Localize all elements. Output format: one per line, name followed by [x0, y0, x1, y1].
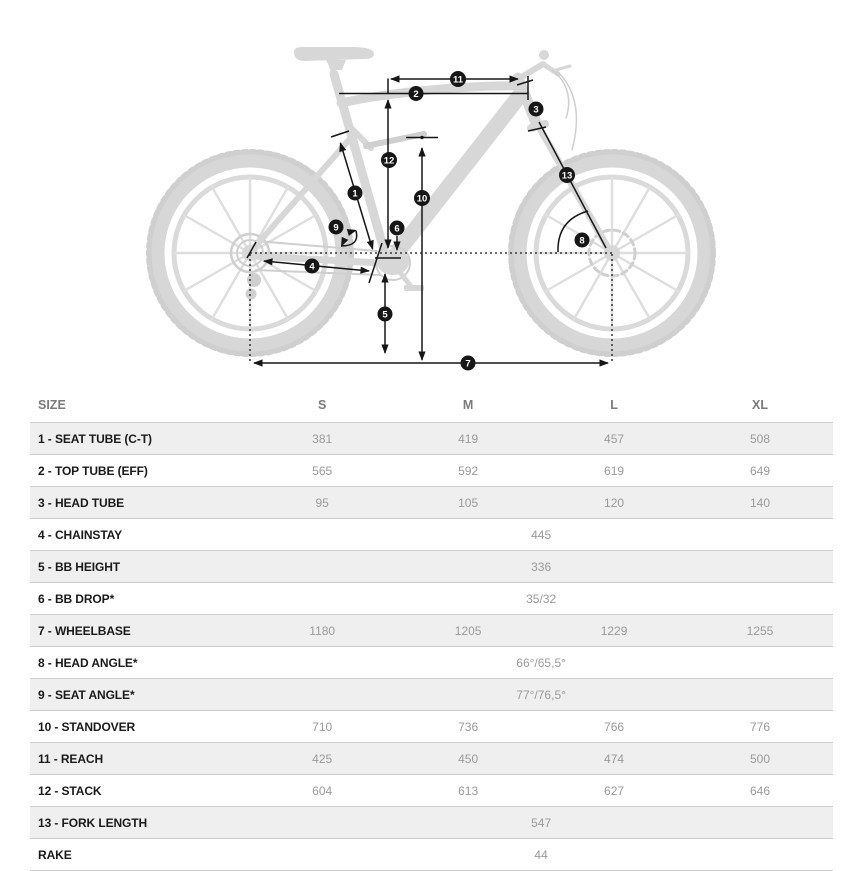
geometry-table: [30, 388, 833, 871]
marker-badge-8: [575, 233, 590, 248]
svg-text:7: 7: [465, 358, 471, 370]
table-row: [30, 743, 833, 775]
marker-badge-4: [305, 259, 320, 274]
row-value: 95: [315, 495, 329, 510]
marker-badge-11: [450, 71, 466, 87]
svg-text:10: 10: [416, 193, 428, 205]
marker-badge-2: [409, 86, 424, 101]
row-label: 6 - BB DROP*: [38, 591, 115, 606]
row-value: 474: [604, 751, 625, 766]
row-value: 1229: [600, 623, 628, 638]
table-row: [30, 807, 833, 839]
size-column-header-s: S: [318, 398, 327, 412]
row-value-merged: 547: [531, 815, 552, 830]
size-header: SIZE: [38, 398, 66, 412]
chain: [256, 241, 377, 251]
bike-geometry-diagram: [0, 0, 863, 388]
marker-badge-7: [461, 356, 476, 371]
table-row: [30, 583, 833, 615]
row-label: RAKE: [38, 847, 72, 862]
table-row: [30, 615, 833, 647]
rear-shock: [366, 134, 424, 146]
row-value: 736: [458, 719, 479, 734]
marker-badge-13: [559, 167, 575, 183]
marker-badge-3: [529, 102, 544, 117]
header-row: [30, 388, 833, 423]
svg-text:9: 9: [333, 222, 339, 234]
svg-text:13: 13: [561, 170, 573, 182]
table-row: [30, 423, 833, 455]
row-value: 450: [458, 751, 479, 766]
table-row: [30, 551, 833, 583]
row-value: 619: [604, 463, 625, 478]
row-value: 613: [458, 783, 479, 798]
svg-text:2: 2: [413, 89, 419, 100]
remote-display: [539, 50, 549, 60]
row-value: 649: [750, 463, 771, 478]
marker-badge-12: [381, 152, 397, 168]
stem: [520, 64, 543, 78]
size-column-header-m: M: [462, 398, 474, 412]
svg-text:3: 3: [533, 104, 539, 116]
row-label: 13 - FORK LENGTH: [38, 815, 148, 830]
svg-text:8: 8: [579, 235, 585, 247]
svg-text:4: 4: [309, 261, 315, 273]
row-label: 4 - CHAINSTAY: [38, 527, 123, 542]
brake-hose: [552, 70, 569, 118]
row-value: 140: [750, 495, 771, 510]
row-value: 766: [604, 719, 625, 734]
row-value: 105: [458, 495, 479, 510]
table-row: [30, 775, 833, 807]
marker-badge-1: [348, 186, 363, 201]
marker-badge-5: [378, 307, 393, 322]
row-value: 1180: [309, 623, 336, 638]
row-value: 457: [604, 431, 625, 446]
row-value: 776: [750, 719, 771, 734]
table-row: [30, 839, 833, 871]
row-label: 12 - STACK: [38, 783, 102, 798]
top-tube: [341, 86, 522, 103]
row-label: 7 - WHEELBASE: [38, 623, 131, 638]
row-value: 604: [312, 783, 333, 798]
row-label: 1 - SEAT TUBE (C-T): [38, 431, 152, 446]
table-row: [30, 519, 833, 551]
svg-text:1: 1: [352, 188, 358, 200]
row-label: 3 - HEAD TUBE: [38, 495, 125, 510]
row-value: 627: [604, 783, 625, 798]
row-label: 8 - HEAD ANGLE*: [38, 655, 138, 670]
row-value: 1205: [454, 623, 482, 638]
table-row: [30, 647, 833, 679]
saddle: [294, 47, 374, 61]
down-tube: [399, 94, 521, 250]
row-value-merged: 336: [531, 559, 552, 574]
brake-lever: [556, 66, 570, 70]
svg-text:6: 6: [394, 223, 400, 235]
row-value: 565: [312, 463, 333, 478]
row-label: 2 - TOP TUBE (EFF): [38, 463, 148, 478]
row-label: 10 - STANDOVER: [38, 719, 136, 734]
row-label: 11 - REACH: [38, 751, 104, 766]
size-column-header-xl: XL: [752, 398, 768, 412]
marker-badge-9: [329, 220, 344, 235]
derailleur: [247, 273, 261, 287]
row-value-merged: 445: [531, 527, 552, 542]
row-value-merged: 66°/65,5°: [516, 655, 566, 670]
table-row: [30, 487, 833, 519]
table-row: [30, 679, 833, 711]
row-value: 419: [458, 431, 479, 446]
row-value: 646: [750, 783, 771, 798]
svg-text:12: 12: [383, 155, 395, 167]
row-value-merged: 77°/76,5°: [516, 687, 566, 702]
row-value: 381: [312, 431, 333, 446]
row-value: 508: [750, 431, 771, 446]
geometry-table-body: [30, 423, 833, 871]
row-label: 9 - SEAT ANGLE*: [38, 687, 135, 702]
row-value: 120: [604, 495, 625, 510]
diagram-svg: [0, 0, 863, 388]
size-column-header-l: L: [610, 398, 618, 412]
table-row: [30, 711, 833, 743]
row-value: 592: [458, 463, 479, 478]
row-value-merged: 35/32: [526, 591, 557, 606]
row-value: 500: [750, 751, 771, 766]
row-label: 5 - BB HEIGHT: [38, 559, 121, 574]
svg-text:11: 11: [452, 74, 464, 86]
pedal: [404, 285, 424, 291]
row-value-merged: 44: [534, 847, 548, 862]
svg-text:5: 5: [382, 309, 388, 321]
table-row: [30, 455, 833, 487]
row-value: 425: [312, 751, 333, 766]
row-value: 710: [312, 719, 333, 734]
marker-badge-10: [414, 190, 430, 206]
marker-badge-6: [390, 221, 405, 236]
row-value: 1255: [746, 623, 774, 638]
